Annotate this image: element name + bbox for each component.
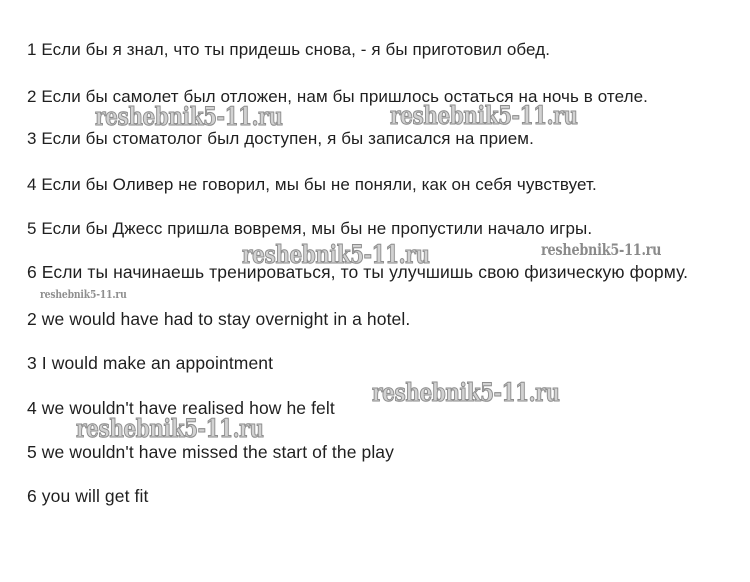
english-answer-5: 5 we wouldn't have missed the start of the play [27, 442, 394, 462]
watermark-top-right: reshebnik5-11.ru [390, 101, 578, 130]
watermark-lower-left: reshebnik5-11.ru [76, 414, 264, 443]
watermark-top-left: reshebnik5-11.ru [95, 102, 283, 131]
english-answer-3: 3 I would make an appointment [27, 353, 274, 373]
watermark-mid-center: reshebnik5-11.ru [242, 240, 430, 269]
english-answer-2: 2 we would have had to stay overnight in a hotel. [27, 309, 411, 329]
watermark-mid-right: reshebnik5-11.ru [541, 240, 662, 259]
russian-sentence-2: 2 Если бы самолет был отложен, нам бы пришлось остаться на ночь в отеле. [27, 87, 648, 106]
watermark-lower-right: reshebnik5-11.ru [372, 378, 560, 407]
russian-sentence-1: 1 Если бы я знал, что ты придешь снова, - я бы приготовил обед. [27, 40, 551, 59]
russian-sentence-3: 3 Если бы стоматолог был доступен, я бы записался на прием. [27, 129, 534, 148]
english-answer-6: 6 you will get fit [27, 486, 149, 506]
russian-sentence-6: 6 Если ты начинаешь тренироваться, то ты улучшишь свою физическую форму. [27, 262, 689, 282]
russian-sentence-5: 5 Если бы Джесс пришла вовремя, мы бы не пропустили начало игры. [27, 219, 593, 238]
watermark-mid-left: reshebnik5-11.ru [40, 287, 127, 301]
russian-sentence-4: 4 Если бы Оливер не говорил, мы бы не поняли, как он себя чувствует. [27, 175, 597, 194]
english-answer-4: 4 we wouldn't have realised how he felt [27, 398, 335, 418]
